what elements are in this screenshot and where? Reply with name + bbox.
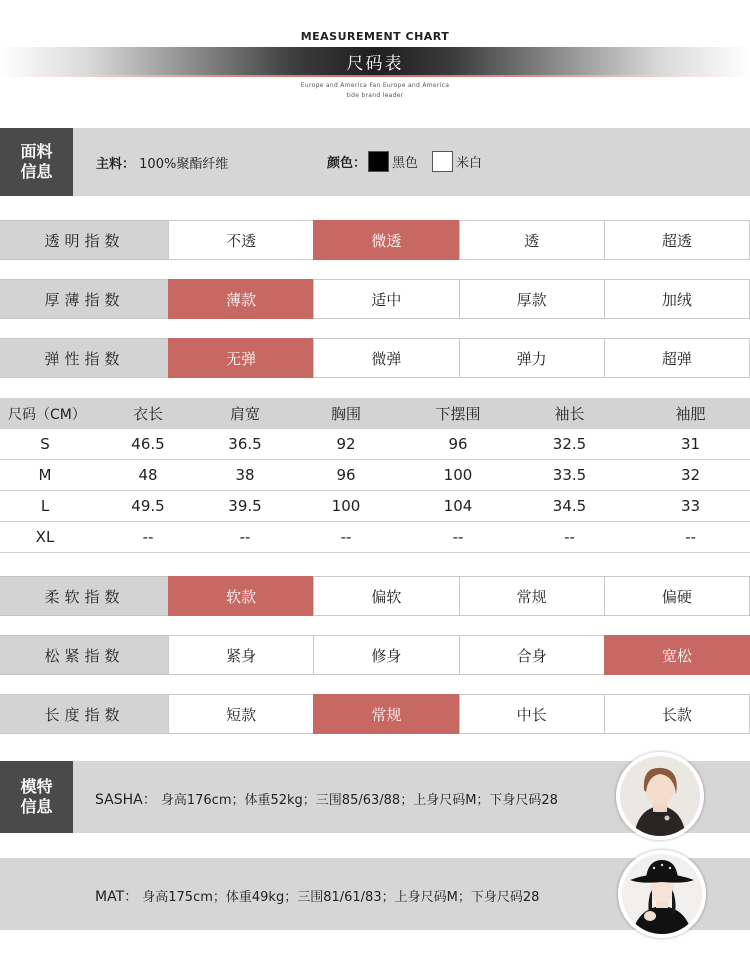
color-name-black: 黑色 bbox=[392, 156, 419, 171]
index-option: 软款 bbox=[168, 576, 314, 616]
measurement-cell: 100 bbox=[331, 497, 361, 515]
table-row bbox=[0, 522, 750, 553]
table-row bbox=[0, 460, 750, 491]
model-label-line1: 模特 bbox=[20, 777, 53, 796]
index-option: 超透 bbox=[604, 220, 750, 260]
measurement-cell: -- bbox=[239, 528, 251, 546]
model-2-avatar bbox=[618, 850, 706, 938]
measurement-cell: 32 bbox=[680, 466, 701, 484]
index-row bbox=[0, 279, 750, 319]
header-chest: 胸围 bbox=[330, 405, 361, 423]
index-row bbox=[0, 694, 750, 734]
index-label: 弹性指数 bbox=[0, 338, 169, 378]
measurement-cell: 46.5 bbox=[131, 435, 165, 453]
header-length: 衣长 bbox=[132, 405, 163, 423]
size-table-header bbox=[0, 398, 750, 429]
index-option: 加绒 bbox=[604, 279, 750, 319]
measurement-cell: 96 bbox=[448, 435, 468, 453]
measurement-cell: 48 bbox=[138, 466, 158, 484]
measurement-cell: 38 bbox=[235, 466, 255, 484]
index-option: 长款 bbox=[604, 694, 750, 734]
measurement-cell: -- bbox=[452, 528, 464, 546]
model-1-avatar bbox=[616, 752, 704, 840]
index-option: 偏硬 bbox=[604, 576, 750, 616]
index-option: 超弹 bbox=[604, 338, 750, 378]
color-swatch-black bbox=[368, 151, 389, 172]
index-option: 偏软 bbox=[313, 576, 459, 616]
index-option: 不透 bbox=[168, 220, 314, 260]
index-option: 宽松 bbox=[604, 635, 750, 675]
measurement-cell: 33 bbox=[680, 497, 701, 515]
index-label: 厚薄指数 bbox=[0, 279, 169, 319]
header-size: 尺码（CM） bbox=[8, 406, 86, 423]
index-option: 厚款 bbox=[459, 279, 605, 319]
index-option: 常规 bbox=[459, 576, 605, 616]
measurement-cell: 49.5 bbox=[131, 497, 165, 515]
index-label: 长度指数 bbox=[0, 694, 169, 734]
measurement-cell: -- bbox=[142, 528, 154, 546]
fabric-label-line1: 面料 bbox=[20, 142, 53, 161]
index-option: 微弹 bbox=[313, 338, 459, 378]
header-shoulder: 肩宽 bbox=[229, 405, 260, 423]
index-row bbox=[0, 635, 750, 675]
model-label-line2: 信息 bbox=[20, 797, 53, 816]
index-label: 透明指数 bbox=[0, 220, 169, 260]
index-option: 薄款 bbox=[168, 279, 314, 319]
measurement-cell: 100 bbox=[443, 466, 473, 484]
model-2-info bbox=[95, 886, 539, 906]
index-label: 松紧指数 bbox=[0, 635, 169, 675]
table-row bbox=[0, 491, 750, 522]
table-row bbox=[0, 429, 750, 460]
model-2-details: 身高175cm；体重49kg；三围81/61/83；上身尺码M；下身尺码28 bbox=[142, 890, 540, 905]
measurement-cell: 96 bbox=[336, 466, 356, 484]
measurement-cell: -- bbox=[564, 528, 575, 546]
measurement-cell: 31 bbox=[680, 435, 701, 453]
color-name-white: 米白 bbox=[456, 156, 483, 171]
index-row bbox=[0, 576, 750, 616]
measurement-cell: 32.5 bbox=[552, 435, 587, 453]
measurement-cell: 34.5 bbox=[552, 497, 587, 515]
chart-title-cn: 尺码表 bbox=[346, 54, 404, 74]
measurement-cell: 104 bbox=[443, 497, 473, 515]
model-info-label bbox=[0, 761, 73, 833]
header-sleeve-length: 袖长 bbox=[554, 405, 585, 423]
size-cell: L bbox=[40, 497, 50, 515]
model-1-name: SASHA： bbox=[95, 792, 157, 808]
subtitle-line-2: tide brand leader bbox=[346, 92, 404, 99]
index-option: 无弹 bbox=[168, 338, 314, 378]
fabric-label-line2: 信息 bbox=[20, 162, 53, 181]
material-value: 100%聚酯纤维 bbox=[139, 157, 229, 172]
index-option: 适中 bbox=[313, 279, 459, 319]
model-2-name: MAT： bbox=[95, 889, 139, 905]
color-row bbox=[327, 151, 482, 172]
index-label: 柔软指数 bbox=[0, 576, 169, 616]
material-label: 主料： bbox=[96, 157, 136, 172]
subtitle-line-1: Europe and America Fan Europe and America bbox=[300, 82, 450, 89]
measurement-cell: 36.5 bbox=[228, 435, 262, 453]
size-cell: XL bbox=[35, 528, 55, 546]
index-option: 微透 bbox=[313, 220, 459, 260]
measurement-cell: -- bbox=[685, 528, 696, 546]
model-1-info bbox=[95, 789, 558, 809]
index-row bbox=[0, 220, 750, 260]
color-swatch-white bbox=[432, 151, 453, 172]
measurement-cell: 33.5 bbox=[552, 466, 587, 484]
fabric-info-label bbox=[0, 128, 73, 196]
index-row bbox=[0, 338, 750, 378]
measurement-cell: 39.5 bbox=[228, 497, 262, 515]
size-cell: S bbox=[40, 435, 50, 453]
model-1-details: 身高176cm；体重52kg；三围85/63/88；上身尺码M；下身尺码28 bbox=[160, 793, 558, 808]
measurement-cell: -- bbox=[340, 528, 352, 546]
index-option: 弹力 bbox=[459, 338, 605, 378]
index-option: 合身 bbox=[459, 635, 605, 675]
material-row bbox=[96, 153, 228, 172]
index-option: 修身 bbox=[313, 635, 459, 675]
index-option: 短款 bbox=[168, 694, 314, 734]
index-option: 常规 bbox=[313, 694, 459, 734]
header-hem: 下摆围 bbox=[435, 405, 481, 423]
index-option: 中长 bbox=[459, 694, 605, 734]
size-cell: M bbox=[38, 466, 52, 484]
chart-title-en: MEASUREMENT CHART bbox=[300, 30, 450, 43]
title-accent-line bbox=[0, 75, 750, 77]
color-label: 颜色： bbox=[327, 156, 367, 171]
measurement-cell: 92 bbox=[336, 435, 356, 453]
index-option: 透 bbox=[459, 220, 605, 260]
size-table bbox=[0, 398, 750, 553]
header-sleeve-width: 袖肥 bbox=[675, 405, 706, 423]
index-option: 紧身 bbox=[168, 635, 314, 675]
